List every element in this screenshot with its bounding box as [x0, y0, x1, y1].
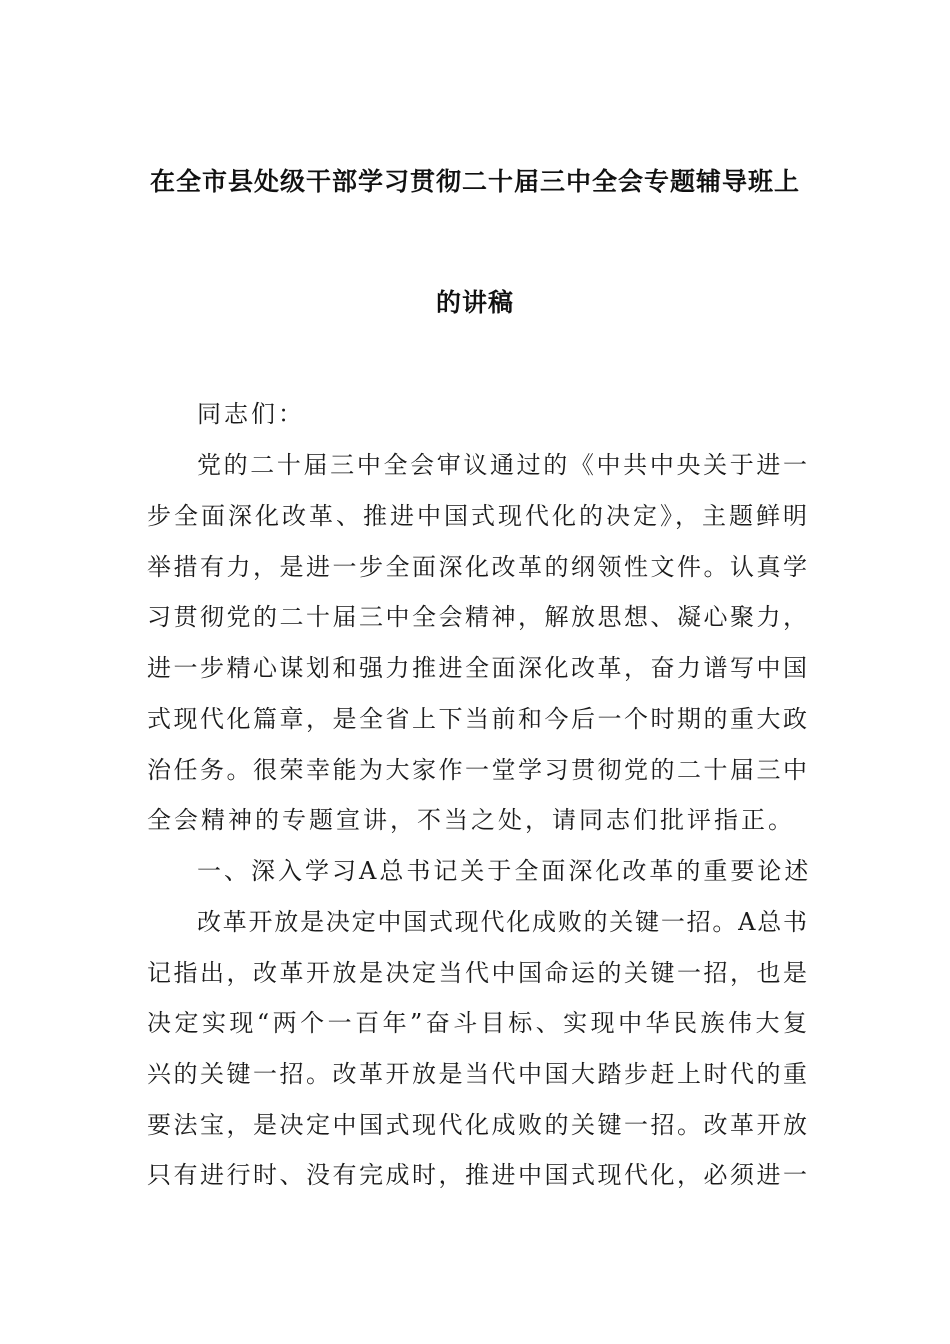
- paragraph-line: 步全面深化改革、推进中国式现代化的决定》，主题鲜明: [147, 502, 807, 530]
- paragraph-line: 全会精神的专题宣讲，不当之处，请同志们批评指正。: [147, 806, 795, 834]
- paragraph-line: 决定实现“两个一百年”奋斗目标、实现中华民族伟大复: [147, 1009, 807, 1037]
- document-title-line-1: 在全市县处级干部学习贯彻二十届三中全会专题辅导班上: [149, 167, 800, 196]
- paragraph-line: 式现代化篇章，是全省上下当前和今后一个时期的重大政: [147, 705, 807, 733]
- paragraph-line: 习贯彻党的二十届三中全会精神，解放思想、凝心聚力，: [147, 603, 807, 631]
- paragraph-line: 记指出，改革开放是决定当代中国命运的关键一招，也是: [147, 959, 807, 987]
- section-heading: 一、深入学习A总书记关于全面深化改革的重要论述: [197, 857, 812, 885]
- paragraph-line: 党的二十届三中全会审议通过的《中共中央关于进一: [197, 451, 807, 479]
- paragraph-line: 举措有力，是进一步全面深化改革的纲领性文件。认真学: [147, 553, 807, 581]
- paragraph-line: 治任务。很荣幸能为大家作一堂学习贯彻党的二十届三中: [147, 756, 807, 784]
- paragraph-line: 兴的关键一招。改革开放是当代中国大踏步赶上时代的重: [147, 1060, 807, 1088]
- paragraph-line: 要法宝，是决定中国式现代化成败的关键一招。改革开放: [147, 1111, 807, 1139]
- paragraph-line: 进一步精心谋划和强力推进全面深化改革，奋力谱写中国: [147, 654, 807, 682]
- paragraph-line: 只有进行时、没有完成时，推进中国式现代化，必须进一: [147, 1161, 807, 1189]
- salutation: 同志们：: [197, 400, 305, 428]
- document-title-line-2: 的讲稿: [435, 288, 514, 317]
- paragraph-line: 改革开放是决定中国式现代化成败的关键一招。A总书: [197, 908, 807, 936]
